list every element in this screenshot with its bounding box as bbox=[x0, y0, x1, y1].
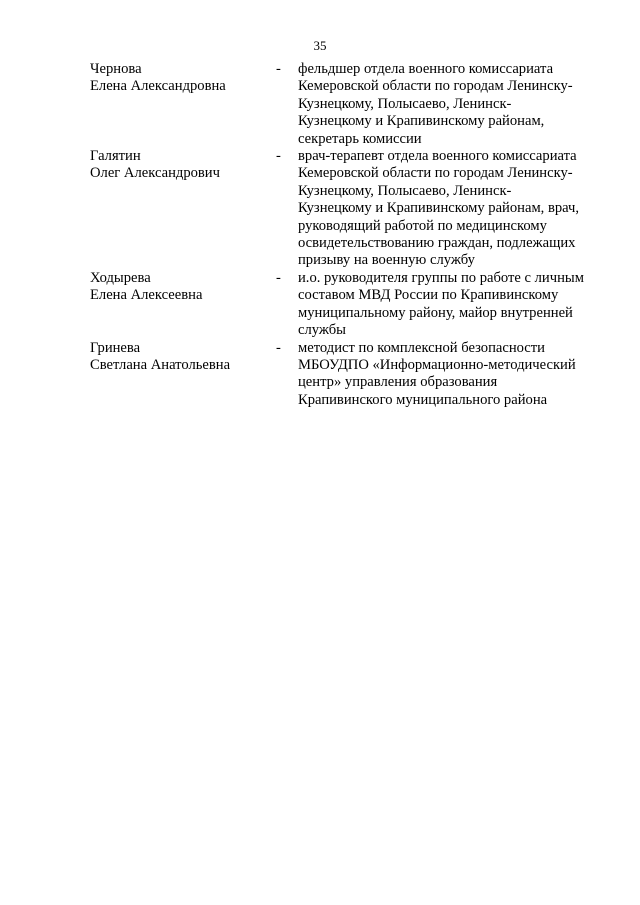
member-role bbox=[298, 340, 603, 410]
member-role bbox=[298, 61, 603, 148]
role-line: Крапивинского муниципального района bbox=[298, 391, 548, 408]
role-line: составом МВД России по Крапивинскому bbox=[298, 287, 559, 304]
separator-dash: - bbox=[276, 61, 281, 77]
member-name bbox=[90, 148, 276, 183]
member-entry-khodyreva bbox=[90, 270, 610, 340]
role-line: призыву на военную службу bbox=[298, 252, 475, 269]
role-line: Кемеровской области по городам Ленинску- bbox=[298, 78, 573, 95]
member-given-names: Олег Александрович bbox=[90, 165, 220, 182]
member-name bbox=[90, 340, 276, 375]
member-role bbox=[298, 270, 603, 340]
role-line: МБОУДПО «Информационно-методический bbox=[298, 356, 576, 373]
member-role bbox=[298, 148, 603, 270]
member-surname: Чернова bbox=[90, 61, 142, 77]
member-name bbox=[90, 270, 276, 305]
role-line: фельдшер отдела военного комиссариата bbox=[298, 61, 554, 77]
role-line: и.о. руководителя группы по работе с личным bbox=[298, 269, 584, 286]
role-line: Кузнецкому, Полысаево, Ленинск- bbox=[298, 182, 512, 199]
member-given-names: Светлана Анатольевна bbox=[90, 356, 231, 373]
role-line: секретарь комиссии bbox=[298, 130, 422, 147]
member-given-names: Елена Александровна bbox=[90, 78, 226, 95]
role-line: центр» управления образования bbox=[298, 374, 498, 391]
separator-dash: - bbox=[276, 339, 281, 356]
member-entry-grineva bbox=[90, 340, 610, 410]
role-line: службы bbox=[298, 322, 346, 339]
separator-dash: - bbox=[276, 148, 281, 165]
member-entry-galyatin bbox=[90, 148, 610, 270]
member-entry-chernova bbox=[90, 61, 610, 148]
role-line: Кузнецкому и Крапивинскому районам, bbox=[298, 113, 545, 130]
member-given-names: Елена Алексеевна bbox=[90, 287, 203, 304]
member-name bbox=[90, 61, 276, 96]
role-line: методист по комплексной безопасности bbox=[298, 339, 545, 356]
member-surname: Галятин bbox=[90, 148, 141, 165]
role-line: Кемеровской области по городам Ленинску- bbox=[298, 165, 573, 182]
role-line: врач-терапевт отдела военного комиссариата bbox=[298, 148, 577, 165]
role-line: Кузнецкому, Полысаево, Ленинск- bbox=[298, 95, 512, 112]
page-number: 35 bbox=[313, 38, 327, 53]
role-line: освидетельствованию граждан, подлежащих bbox=[298, 235, 576, 252]
role-line: Кузнецкому и Крапивинскому районам, врач, bbox=[298, 200, 580, 217]
role-line: руководящий работой по медицинскому bbox=[298, 217, 547, 234]
commission-members-list bbox=[90, 61, 610, 409]
member-surname: Ходырева bbox=[90, 269, 151, 286]
separator-dash: - bbox=[276, 269, 281, 286]
member-surname: Гринева bbox=[90, 339, 141, 356]
role-line: муниципальному району, майор внутренней bbox=[298, 304, 573, 321]
